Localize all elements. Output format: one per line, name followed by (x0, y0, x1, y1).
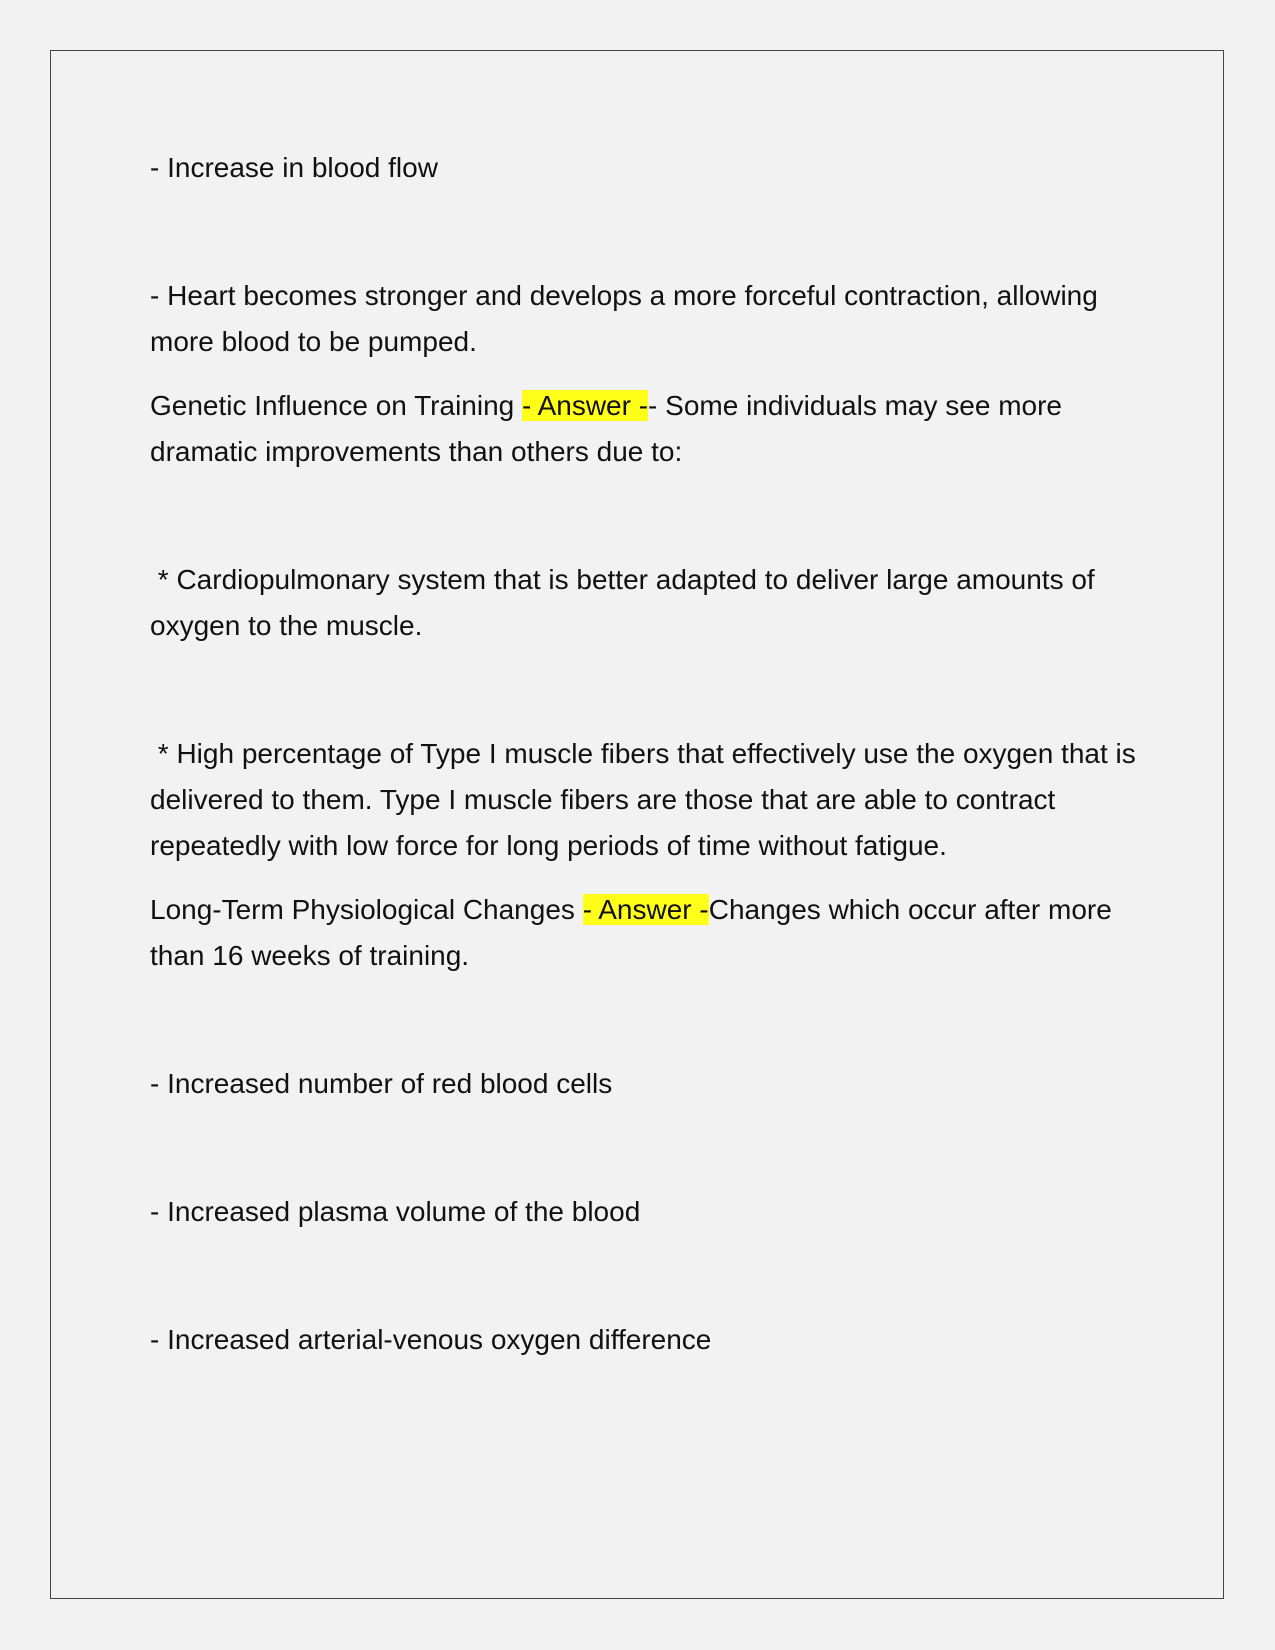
question-genetic-influence (150, 383, 1140, 475)
list-item-av-oxygen-difference: - Increased arterial-venous oxygen difference (150, 1324, 712, 1355)
list-item-red-blood-cells: - Increased number of red blood cells (150, 1068, 613, 1099)
question-term: Genetic Influence on Training (150, 390, 523, 421)
list-item-heart-stronger: - Heart becomes stronger and develops a more forceful contraction, allowing more blood to be pumped. (150, 280, 1106, 357)
question-long-term-changes (150, 887, 1140, 979)
answer-text: - Some individuals may see more dramatic improvements than others due to: (150, 390, 1070, 467)
document-body (150, 145, 1144, 1363)
answer-highlight: - Answer - (582, 894, 709, 925)
list-item-type-i-fibers: * High percentage of Type I muscle fibers that effectively use the oxygen that is delivered to them. Type I muscle fibers are those that are able to contract repeatedly with low force for long periods of time without fatigue. (150, 738, 1144, 861)
list-item-cardiopulmonary: * Cardiopulmonary system that is better adapted to deliver large amounts of oxygen to the muscle. (150, 564, 1103, 641)
list-item-plasma-volume: - Increased plasma volume of the blood (150, 1196, 641, 1227)
question-term: Long-Term Physiological Changes (150, 894, 583, 925)
answer-highlight: - Answer - (522, 390, 649, 421)
list-item-blood-flow: - Increase in blood flow (150, 152, 438, 183)
answer-text: Changes which occur after more than 16 weeks of training. (150, 894, 1120, 971)
